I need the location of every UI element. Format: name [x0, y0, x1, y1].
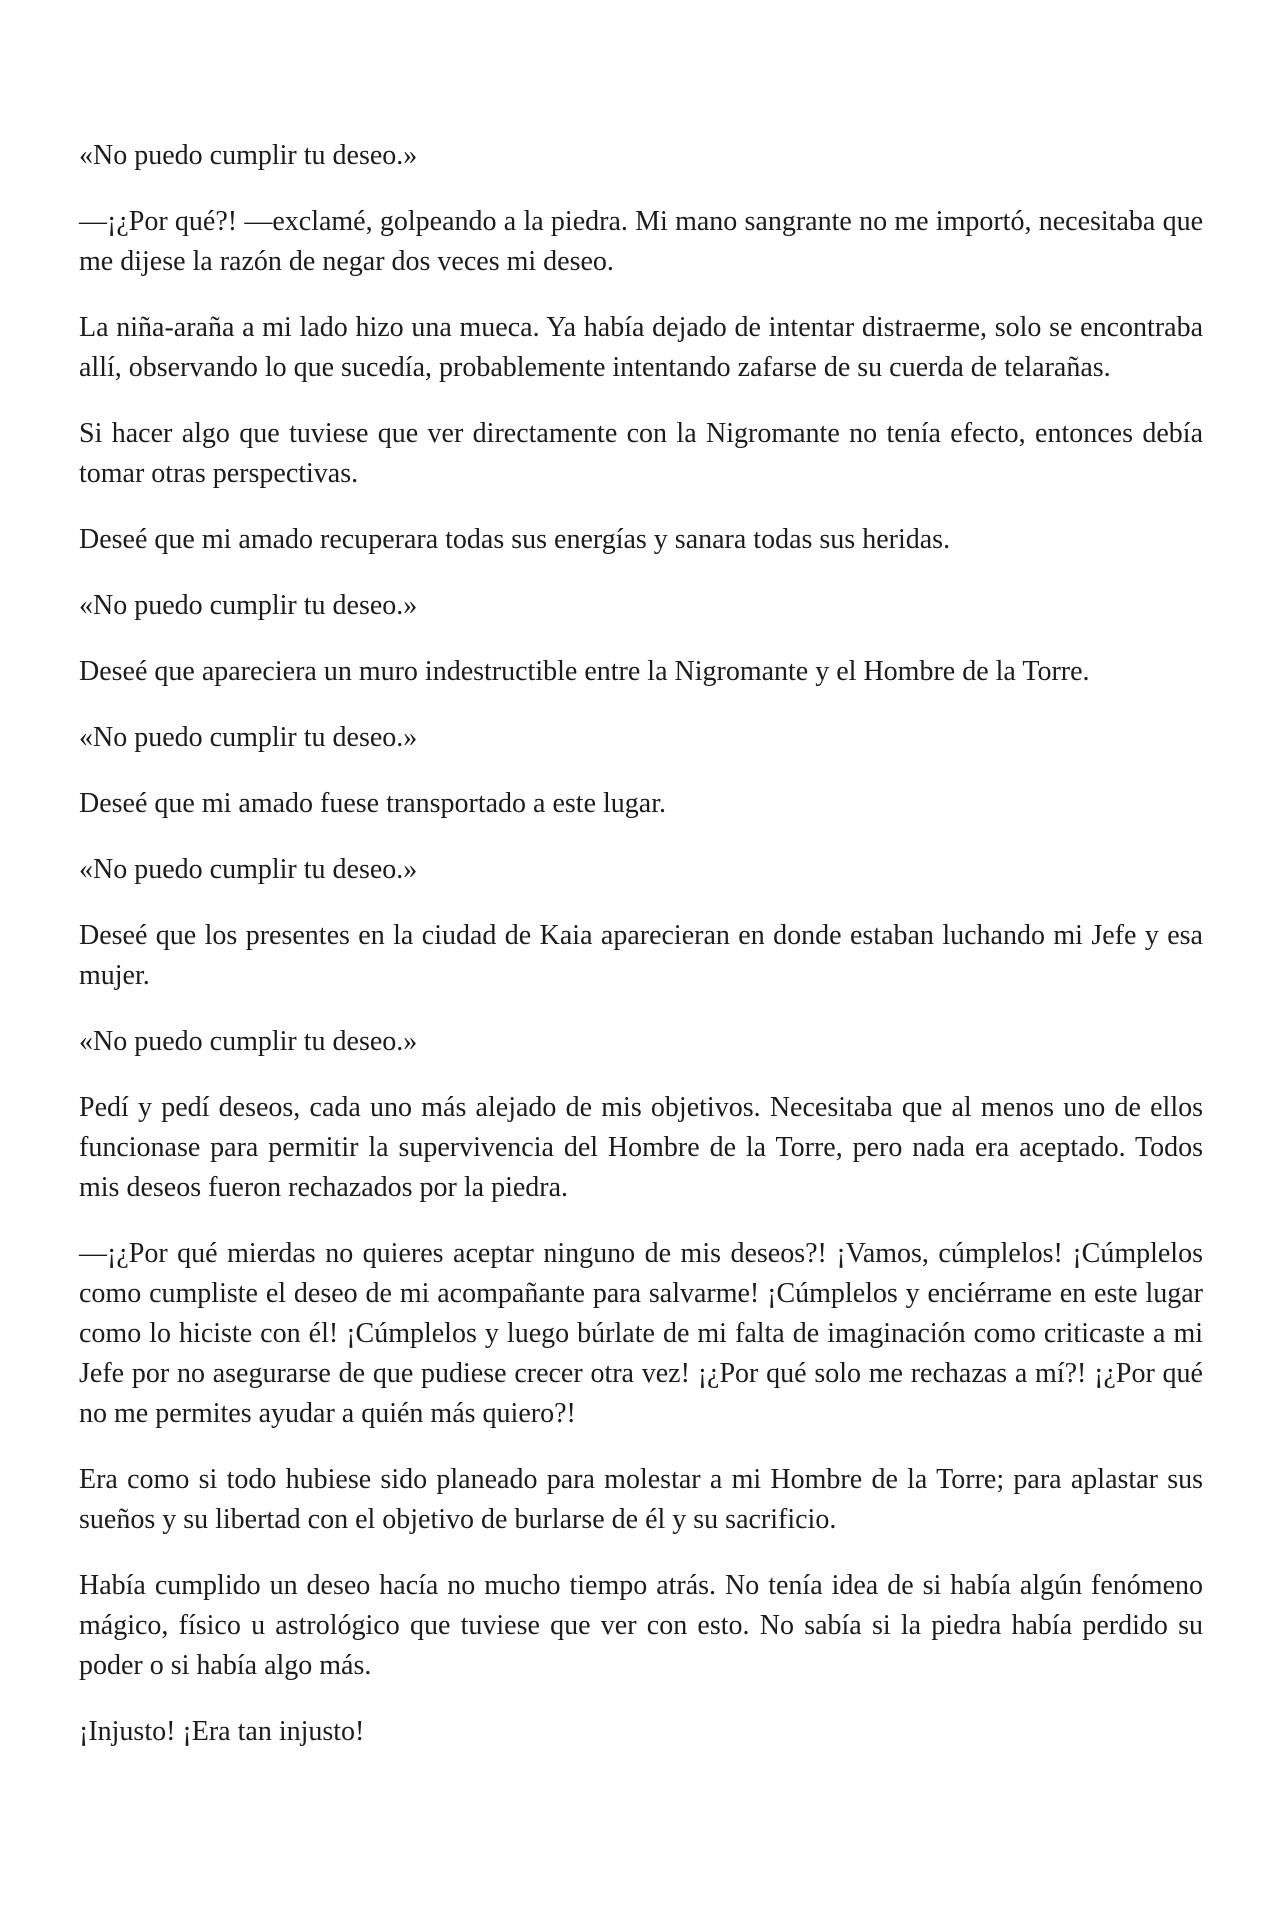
- paragraph-9: Deseé que mi amado fuese transportado a este lugar.: [79, 788, 667, 819]
- paragraph-5: Deseé que mi amado recuperara todas sus energías y sanara todas sus heridas.: [79, 524, 951, 555]
- paragraph-4: Si hacer algo que tuviese que ver directamente con la Nigromante no tenía efecto, entonces debía tomar otras perspectivas.: [79, 418, 1203, 489]
- paragraph-14: —¡¿Por qué mierdas no quieres aceptar ninguno de mis deseos?! ¡Vamos, cúmplelos! ¡Cúmplelos como cumpliste el deseo de mi acompañante para salvarme! ¡Cúmplelos y enciérrame en este lugar como lo hiciste con él! ¡Cúmplelos y luego búrlate de mi falta de imaginación como criticaste a mi Jefe por no asegurarse de que pudiese crecer otra vez! ¡¿Por qué solo me rechazas a mí?! ¡¿Por qué no me permites ayudar a quién más quiero?!: [79, 1238, 1203, 1429]
- paragraph-7: Deseé que apareciera un muro indestructible entre la Nigromante y el Hombre de la Torre.: [79, 656, 1090, 687]
- paragraph-3: La niña-araña a mi lado hizo una mueca. Ya había dejado de intentar distraerme, solo se encontraba allí, observando lo que sucedía, probablemente intentando zafarse de su cuerda de telarañas.: [79, 312, 1203, 383]
- paragraph-15: Era como si todo hubiese sido planeado para molestar a mi Hombre de la Torre; para aplastar sus sueños y su libertad con el objetivo de burlarse de él y su sacrificio.: [79, 1464, 1203, 1535]
- document-page: [79, 136, 1203, 1778]
- paragraph-10: «No puedo cumplir tu deseo.»: [79, 854, 418, 885]
- paragraph-16: Había cumplido un deseo hacía no mucho tiempo atrás. No tenía idea de si había algún fenómeno mágico, físico u astrológico que tuviese que ver con esto. No sabía si la piedra había perdido su poder o si había algo más.: [79, 1570, 1203, 1681]
- paragraph-13: Pedí y pedí deseos, cada uno más alejado de mis objetivos. Necesitaba que al menos uno de ellos funcionase para permitir la supervivencia del Hombre de la Torre, pero nada era aceptado. Todos mis deseos fueron rechazados por la piedra.: [79, 1092, 1203, 1203]
- paragraph-1: «No puedo cumplir tu deseo.»: [79, 140, 418, 171]
- paragraph-11: Deseé que los presentes en la ciudad de Kaia aparecieran en donde estaban luchando mi Jefe y esa mujer.: [79, 920, 1203, 991]
- paragraph-6: «No puedo cumplir tu deseo.»: [79, 590, 418, 621]
- paragraph-2: —¡¿Por qué?! —exclamé, golpeando a la piedra. Mi mano sangrante no me importó, necesitaba que me dijese la razón de negar dos veces mi deseo.: [79, 206, 1203, 277]
- paragraph-17: ¡Injusto! ¡Era tan injusto!: [79, 1716, 365, 1747]
- paragraph-8: «No puedo cumplir tu deseo.»: [79, 722, 418, 753]
- paragraph-12: «No puedo cumplir tu deseo.»: [79, 1026, 418, 1057]
